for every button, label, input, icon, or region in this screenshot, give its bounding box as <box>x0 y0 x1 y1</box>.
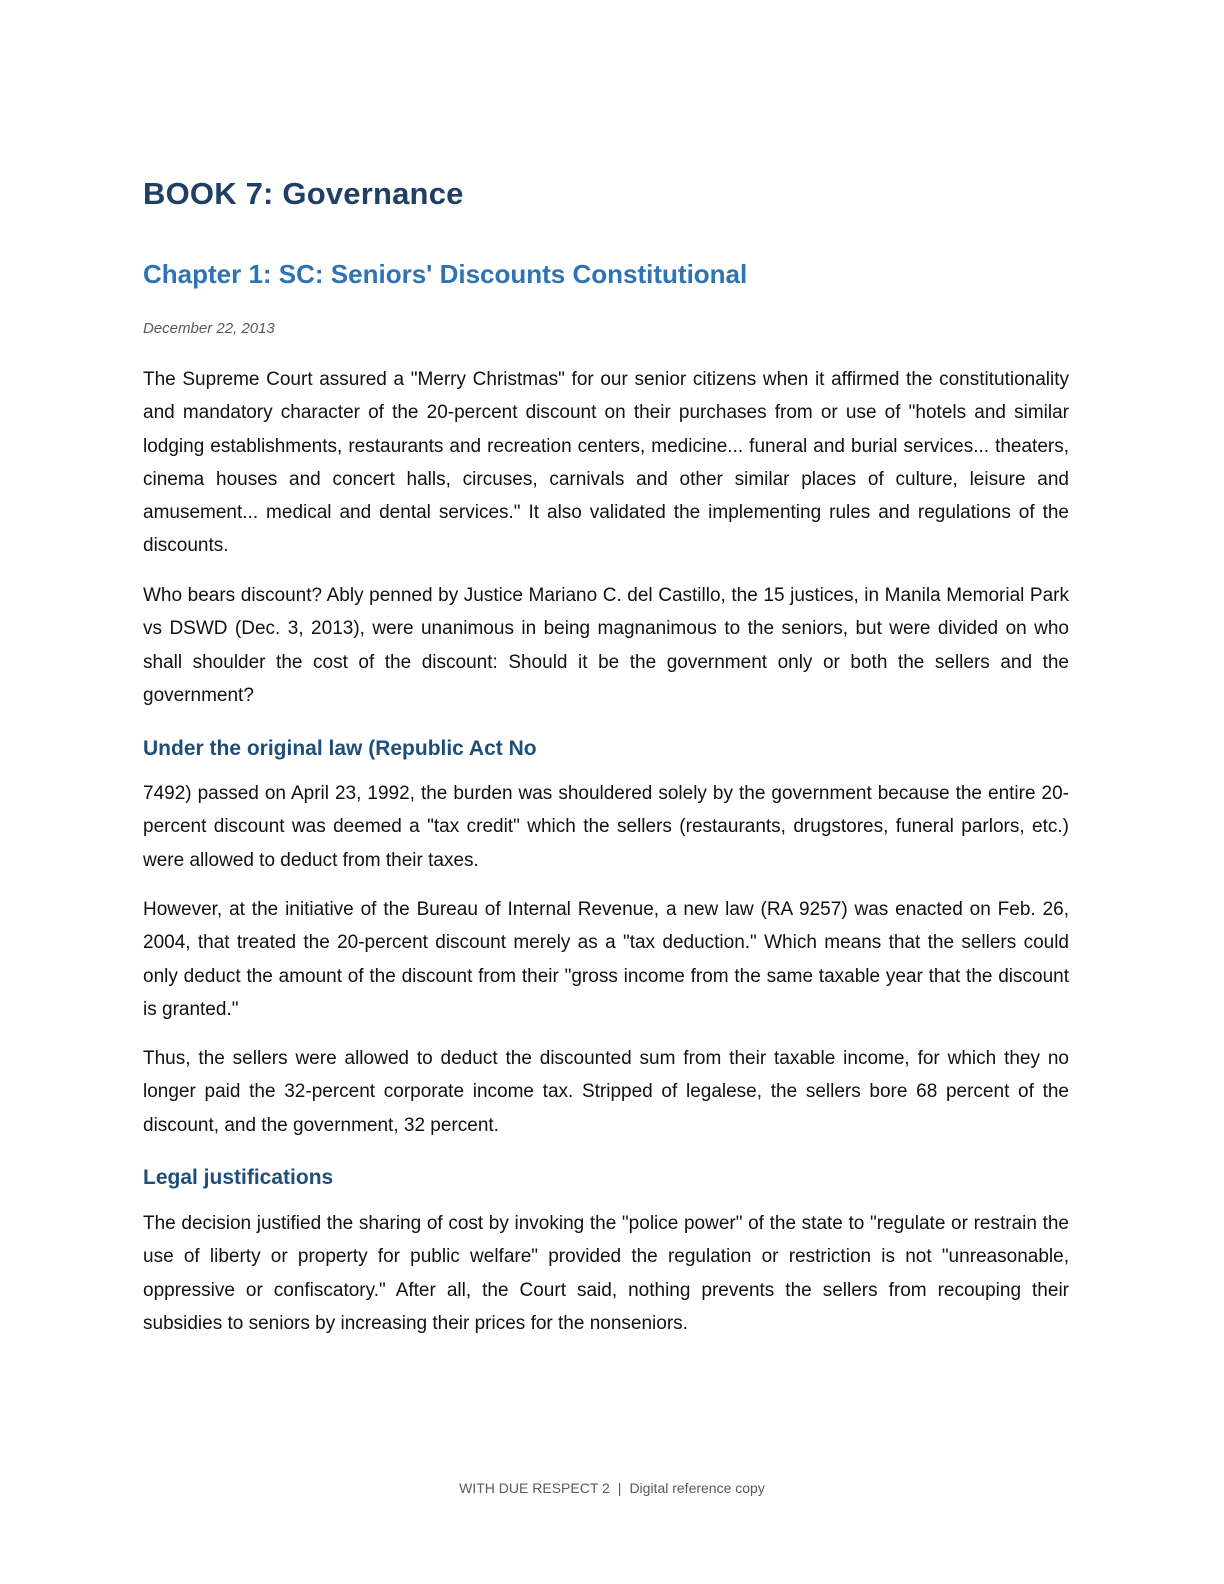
footer-right: Digital reference copy <box>629 1480 765 1496</box>
footer-separator: | <box>617 1480 622 1496</box>
paragraph: Thus, the sellers were allowed to deduct the discounted sum from their taxable income, for which they no longer paid the 32-percent corporate income tax. Stripped of legalese, the sellers bore 68 percent of the discount, and the government, 32 percent. <box>143 1048 1069 1136</box>
paragraph: The decision justified the sharing of cost by invoking the "police power" of the state to "regulate or restrain the use of liberty or property for public welfare" provided the regulation or restriction is not "unreasonable, oppressive or confiscatory." After all, the Court said, nothing prevents the sellers from recouping their subsidies to seniors by increasing their prices for the nonseniors. <box>143 1213 1069 1334</box>
paragraph: 7492) passed on April 23, 1992, the burden was shouldered solely by the government because the entire 20-percent discount was deemed a "tax credit" which the sellers (restaurants, drugstores, funeral parlors, etc.) were allowed to deduct from their taxes. <box>143 783 1069 871</box>
paragraph-block-4 <box>143 893 1069 1026</box>
paragraph: The Supreme Court assured a "Merry Christmas" for our senior citizens when it affirmed the constitutionality and mandatory character of the 20-percent discount on their purchases from or use of "hotels and similar lodging establishments, restaurants and recreation centers, medicine... funeral and burial services... theaters, cinema houses and concert halls, circuses, carnivals and other similar places of culture, leisure and amusement... medical and dental services." It also validated the implementing rules and regulations of the discounts. <box>143 369 1069 557</box>
article-date: December 22, 2013 <box>143 320 275 337</box>
paragraph-block-2 <box>143 579 1069 712</box>
section-heading-block-1 <box>143 737 1069 761</box>
chapter-title: Chapter 1: SC: Seniors' Discounts Constitutional <box>143 259 748 289</box>
section-heading: Legal justifications <box>143 1166 334 1189</box>
paragraph-block-1 <box>143 363 1069 563</box>
paragraph: Who bears discount? Ably penned by Justice Mariano C. del Castillo, the 15 justices, in Manila Memorial Park vs DSWD (Dec. 3, 2013), were unanimous in being magnanimous to the seniors, but were divided on who shall shoulder the cost of the discount: Should it be the government only or both the sellers and the government? <box>143 585 1069 706</box>
paragraph-block-6 <box>143 1207 1069 1340</box>
paragraph: However, at the initiative of the Bureau of Internal Revenue, a new law (RA 9257) was enacted on Feb. 26, 2004, that treated the 20-percent discount merely as a "tax deduction." Which means that the sellers could only deduct the amount of the discount from their "gross income from the same taxable year that the discount is granted." <box>143 899 1069 1020</box>
section-heading-block-2 <box>143 1166 1069 1190</box>
paragraph-block-5 <box>143 1042 1069 1142</box>
paragraph-block-3 <box>143 777 1069 877</box>
book-title: BOOK 7: Governance <box>143 176 464 211</box>
page-footer <box>0 1480 1224 1496</box>
footer-left: WITH DUE RESPECT 2 <box>459 1480 610 1496</box>
section-heading: Under the original law (Republic Act No <box>143 737 537 760</box>
